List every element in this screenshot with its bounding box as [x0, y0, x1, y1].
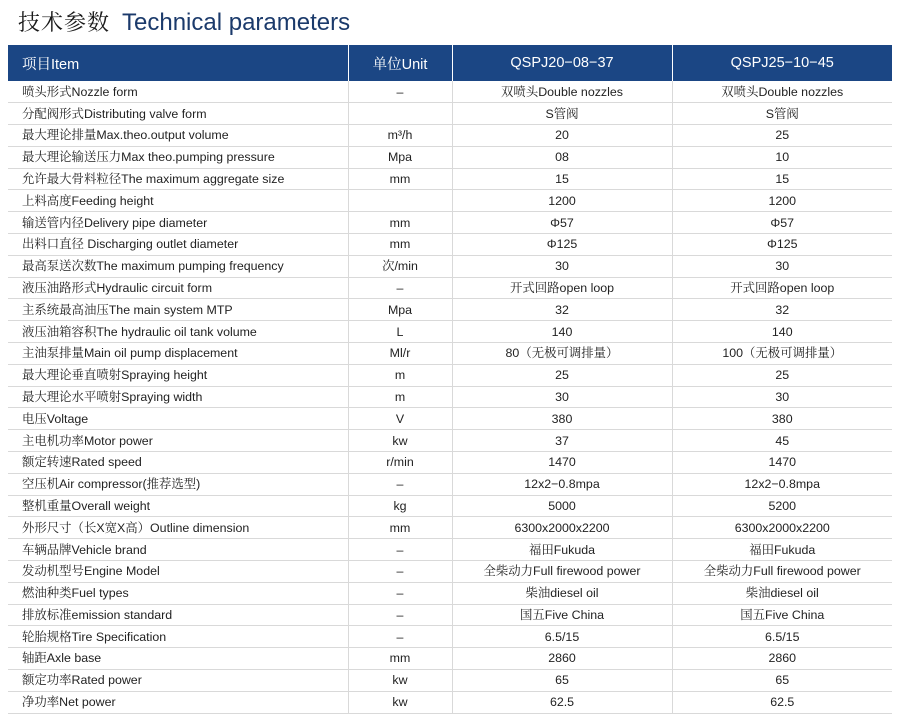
- cell-model-2: 12x2−0.8mpa: [672, 473, 892, 495]
- cell-model-2: 2860: [672, 648, 892, 670]
- cell-unit: kw: [348, 691, 452, 713]
- table-row: [8, 626, 892, 648]
- table-row: [8, 582, 892, 604]
- cell-model-1: 福田Fukuda: [452, 539, 672, 561]
- table-header: [8, 45, 892, 81]
- cell-unit: L: [348, 321, 452, 343]
- cell-model-1: Φ57: [452, 212, 672, 234]
- cell-unit: –: [348, 582, 452, 604]
- cell-model-1: Φ125: [452, 234, 672, 256]
- cell-model-2: 65: [672, 670, 892, 692]
- cell-item: 主油泵排量Main oil pump displacement: [8, 343, 348, 365]
- cell-unit: –: [348, 81, 452, 103]
- cell-model-2: 国五Five China: [672, 604, 892, 626]
- cell-model-1: 双喷头Double nozzles: [452, 81, 672, 103]
- table-body: [8, 81, 892, 713]
- cell-unit: –: [348, 561, 452, 583]
- table-row: [8, 125, 892, 147]
- cell-model-2: 140: [672, 321, 892, 343]
- cell-model-2: 6300x2000x2200: [672, 517, 892, 539]
- cell-model-2: 开式回路open loop: [672, 277, 892, 299]
- cell-item: 轮胎规格Tire Specification: [8, 626, 348, 648]
- cell-model-1: S管阀: [452, 103, 672, 125]
- table-row: [8, 691, 892, 713]
- cell-unit: 次/min: [348, 255, 452, 277]
- cell-unit: Mpa: [348, 299, 452, 321]
- page-title-cn: 技术参数: [18, 10, 111, 35]
- cell-model-1: 1470: [452, 452, 672, 474]
- table-row: [8, 408, 892, 430]
- cell-unit: –: [348, 539, 452, 561]
- cell-unit: kg: [348, 495, 452, 517]
- cell-model-1: 1200: [452, 190, 672, 212]
- column-header-model-2: QSPJ25−10−45: [672, 45, 892, 81]
- cell-item: 最大理论排量Max.theo.output volume: [8, 125, 348, 147]
- cell-model-1: 开式回路open loop: [452, 277, 672, 299]
- table-row: [8, 277, 892, 299]
- cell-item: 燃油种类Fuel types: [8, 582, 348, 604]
- cell-item: 出料口直径 Discharging outlet diameter: [8, 234, 348, 256]
- cell-model-1: 37: [452, 430, 672, 452]
- cell-model-1: 柴油diesel oil: [452, 582, 672, 604]
- cell-model-1: 全柴动力Full firewood power: [452, 561, 672, 583]
- cell-model-1: 6.5/15: [452, 626, 672, 648]
- table-row: [8, 168, 892, 190]
- cell-item: 排放标准emission standard: [8, 604, 348, 626]
- cell-model-1: 380: [452, 408, 672, 430]
- cell-model-1: 25: [452, 364, 672, 386]
- page-title: [0, 0, 900, 45]
- cell-model-2: 15: [672, 168, 892, 190]
- cell-model-2: 1470: [672, 452, 892, 474]
- cell-item: 净功率Net power: [8, 691, 348, 713]
- column-header-unit: 单位Unit: [348, 45, 452, 81]
- table-row: [8, 234, 892, 256]
- table-row: [8, 146, 892, 168]
- cell-item: 车辆品牌Vehicle brand: [8, 539, 348, 561]
- cell-unit: –: [348, 604, 452, 626]
- cell-unit: kw: [348, 430, 452, 452]
- cell-model-1: 65: [452, 670, 672, 692]
- cell-model-2: 62.5: [672, 691, 892, 713]
- table-row: [8, 604, 892, 626]
- cell-model-2: 双喷头Double nozzles: [672, 81, 892, 103]
- cell-item: 最大理论水平喷射Spraying width: [8, 386, 348, 408]
- table-row: [8, 430, 892, 452]
- cell-model-2: 45: [672, 430, 892, 452]
- cell-item: 液压油箱容积The hydraulic oil tank volume: [8, 321, 348, 343]
- table-row: [8, 299, 892, 321]
- cell-unit: mm: [348, 517, 452, 539]
- cell-item: 外形尺寸（长X宽X高）Outline dimension: [8, 517, 348, 539]
- cell-unit: mm: [348, 648, 452, 670]
- cell-unit: –: [348, 277, 452, 299]
- table-row: [8, 255, 892, 277]
- cell-model-2: 1200: [672, 190, 892, 212]
- cell-unit: Ml/r: [348, 343, 452, 365]
- table-row: [8, 670, 892, 692]
- cell-item: 允许最大骨料粒径The maximum aggregate size: [8, 168, 348, 190]
- cell-unit: m³/h: [348, 125, 452, 147]
- table-row: [8, 364, 892, 386]
- cell-item: 喷头形式Nozzle form: [8, 81, 348, 103]
- cell-item: 分配阀形式Distributing valve form: [8, 103, 348, 125]
- cell-unit: mm: [348, 212, 452, 234]
- cell-unit: r/min: [348, 452, 452, 474]
- cell-model-1: 6300x2000x2200: [452, 517, 672, 539]
- cell-unit: [348, 103, 452, 125]
- cell-model-2: 全柴动力Full firewood power: [672, 561, 892, 583]
- cell-model-2: 32: [672, 299, 892, 321]
- cell-model-2: 5200: [672, 495, 892, 517]
- cell-model-2: 25: [672, 364, 892, 386]
- cell-item: 最大理论垂直喷射Spraying height: [8, 364, 348, 386]
- cell-model-1: 32: [452, 299, 672, 321]
- cell-item: 额定转速Rated speed: [8, 452, 348, 474]
- cell-model-2: 柴油diesel oil: [672, 582, 892, 604]
- cell-item: 电压Voltage: [8, 408, 348, 430]
- cell-model-1: 5000: [452, 495, 672, 517]
- cell-model-2: Φ125: [672, 234, 892, 256]
- table-row: [8, 561, 892, 583]
- cell-model-1: 12x2−0.8mpa: [452, 473, 672, 495]
- cell-model-1: 2860: [452, 648, 672, 670]
- table-row: [8, 81, 892, 103]
- cell-item: 额定功率Rated power: [8, 670, 348, 692]
- cell-unit: [348, 190, 452, 212]
- table-row: [8, 103, 892, 125]
- cell-item: 主系统最高油压The main system MTP: [8, 299, 348, 321]
- cell-item: 输送管内径Delivery pipe diameter: [8, 212, 348, 234]
- cell-model-1: 08: [452, 146, 672, 168]
- cell-model-2: 福田Fukuda: [672, 539, 892, 561]
- cell-item: 最大理论输送压力Max theo.pumping pressure: [8, 146, 348, 168]
- table-row: [8, 212, 892, 234]
- cell-unit: –: [348, 473, 452, 495]
- cell-unit: –: [348, 626, 452, 648]
- table-row: [8, 473, 892, 495]
- cell-unit: m: [348, 364, 452, 386]
- cell-item: 液压油路形式Hydraulic circuit form: [8, 277, 348, 299]
- cell-model-1: 国五Five China: [452, 604, 672, 626]
- table-row: [8, 517, 892, 539]
- cell-model-2: 30: [672, 255, 892, 277]
- cell-item: 主电机功率Motor power: [8, 430, 348, 452]
- table-row: [8, 321, 892, 343]
- cell-unit: m: [348, 386, 452, 408]
- cell-model-2: Φ57: [672, 212, 892, 234]
- table-row: [8, 495, 892, 517]
- cell-unit: mm: [348, 234, 452, 256]
- cell-model-1: 80（无极可调排量）: [452, 343, 672, 365]
- cell-model-2: 25: [672, 125, 892, 147]
- cell-model-1: 15: [452, 168, 672, 190]
- cell-model-1: 140: [452, 321, 672, 343]
- cell-model-1: 30: [452, 255, 672, 277]
- cell-item: 轴距Axle base: [8, 648, 348, 670]
- cell-model-2: 380: [672, 408, 892, 430]
- specs-table: [8, 45, 892, 714]
- cell-model-2: S管阀: [672, 103, 892, 125]
- cell-item: 上料高度Feeding height: [8, 190, 348, 212]
- cell-model-2: 10: [672, 146, 892, 168]
- cell-unit: kw: [348, 670, 452, 692]
- page-title-en: Technical parameters: [122, 9, 351, 36]
- cell-model-1: 20: [452, 125, 672, 147]
- column-header-model-1: QSPJ20−08−37: [452, 45, 672, 81]
- table-row: [8, 190, 892, 212]
- column-header-item: 项目Item: [8, 45, 348, 81]
- table-row: [8, 343, 892, 365]
- cell-model-2: 30: [672, 386, 892, 408]
- cell-item: 最高泵送次数The maximum pumping frequency: [8, 255, 348, 277]
- cell-unit: mm: [348, 168, 452, 190]
- cell-item: 空压机Air compressor(推荐选型): [8, 473, 348, 495]
- table-row: [8, 539, 892, 561]
- cell-item: 发动机型号Engine Model: [8, 561, 348, 583]
- cell-model-2: 6.5/15: [672, 626, 892, 648]
- cell-unit: Mpa: [348, 146, 452, 168]
- table-row: [8, 452, 892, 474]
- cell-unit: V: [348, 408, 452, 430]
- table-row: [8, 648, 892, 670]
- cell-item: 整机重量Overall weight: [8, 495, 348, 517]
- cell-model-2: 100（无极可调排量）: [672, 343, 892, 365]
- table-header-row: [8, 45, 892, 81]
- cell-model-1: 30: [452, 386, 672, 408]
- table-row: [8, 386, 892, 408]
- cell-model-1: 62.5: [452, 691, 672, 713]
